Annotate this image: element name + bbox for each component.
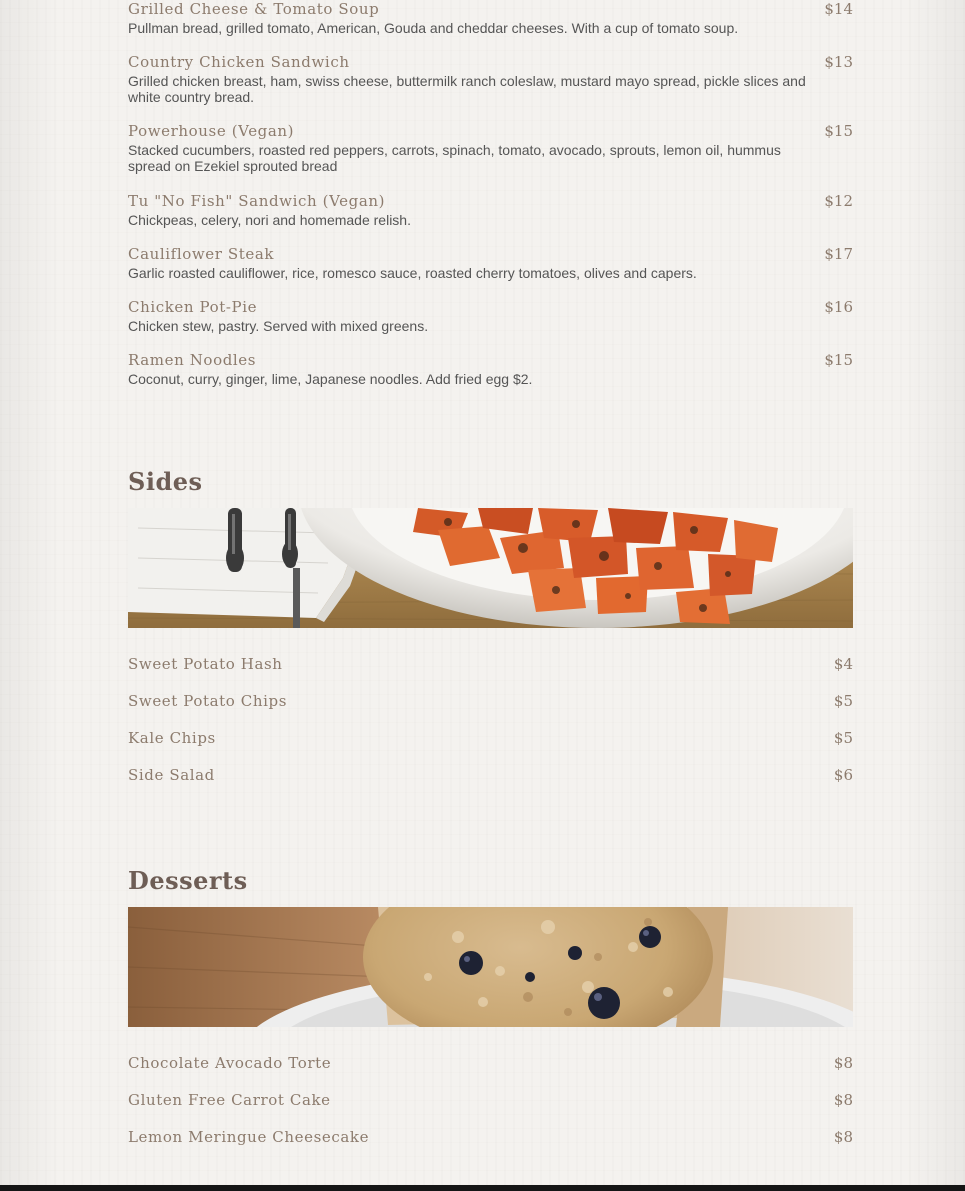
item-description: Garlic roasted cauliflower, rice, romesco sauce, roasted cherry tomatoes, olives and capers. <box>128 265 697 281</box>
item-price: $14 <box>824 0 853 18</box>
item-name: Sweet Potato Chips <box>128 692 288 710</box>
item-description: Chicken stew, pastry. Served with mixed greens. <box>128 318 429 334</box>
item-name: Cauliflower Steak <box>128 245 275 263</box>
item-price: $8 <box>833 1128 853 1146</box>
item-price: $5 <box>833 692 853 710</box>
item-price: $15 <box>824 351 853 369</box>
item-name: Gluten Free Carrot Cake <box>128 1091 331 1109</box>
menu-item <box>128 766 853 786</box>
item-price: $8 <box>833 1054 853 1072</box>
item-name: Ramen Noodles <box>128 351 257 369</box>
item-price: $6 <box>833 766 853 784</box>
desserts-banner-photo <box>128 907 853 1027</box>
item-name: Chocolate Avocado Torte <box>128 1054 332 1072</box>
menu-item <box>128 298 853 338</box>
section-heading-sides: Sides <box>128 467 203 496</box>
item-name: Tu "No Fish" Sandwich (Vegan) <box>128 192 386 210</box>
item-price: $4 <box>833 655 853 673</box>
item-price: $16 <box>824 298 853 316</box>
item-description: Pullman bread, grilled tomato, American, Gouda and cheddar cheeses. With a cup of tomato soup. <box>128 20 739 36</box>
blueberry-muffin-image <box>128 907 853 1027</box>
sweet-potato-plate-image <box>128 508 853 628</box>
item-description: Stacked cucumbers, roasted red peppers, carrots, spinach, tomato, avocado, sprouts, lemon oil, hummus spread on Ezekiel sprouted bread <box>128 142 781 174</box>
menu-item <box>128 655 853 675</box>
item-price: $15 <box>824 122 853 140</box>
item-name: Lemon Meringue Cheesecake <box>128 1128 370 1146</box>
item-name: Sweet Potato Hash <box>128 655 283 673</box>
item-price: $5 <box>833 729 853 747</box>
menu-item <box>128 0 853 40</box>
item-name: Grilled Cheese & Tomato Soup <box>128 0 380 18</box>
menu-item <box>128 1128 853 1148</box>
item-price: $8 <box>833 1091 853 1109</box>
item-description: Chickpeas, celery, nori and homemade relish. <box>128 212 411 228</box>
item-name: Powerhouse (Vegan) <box>128 122 295 140</box>
item-name: Country Chicken Sandwich <box>128 53 350 71</box>
item-name: Side Salad <box>128 766 215 784</box>
item-price: $13 <box>824 53 853 71</box>
item-price: $17 <box>824 245 853 263</box>
item-name: Chicken Pot-Pie <box>128 298 258 316</box>
sides-banner-photo <box>128 508 853 628</box>
menu-item <box>128 1054 853 1074</box>
menu-item <box>128 192 853 232</box>
item-name: Kale Chips <box>128 729 216 747</box>
item-price: $12 <box>824 192 853 210</box>
menu-item <box>128 729 853 749</box>
menu-item <box>128 692 853 712</box>
menu-item <box>128 1091 853 1111</box>
item-description: Coconut, curry, ginger, lime, Japanese noodles. Add fried egg $2. <box>128 371 533 387</box>
menu-item <box>128 245 853 285</box>
bottom-divider-bar <box>0 1185 965 1191</box>
menu-item <box>128 122 853 172</box>
menu-item <box>128 53 853 103</box>
item-description: Grilled chicken breast, ham, swiss cheese, buttermilk ranch coleslaw, mustard mayo spread, pickle slices and white country bread. <box>128 73 806 105</box>
menu-item <box>128 351 853 391</box>
section-heading-desserts: Desserts <box>128 866 248 895</box>
